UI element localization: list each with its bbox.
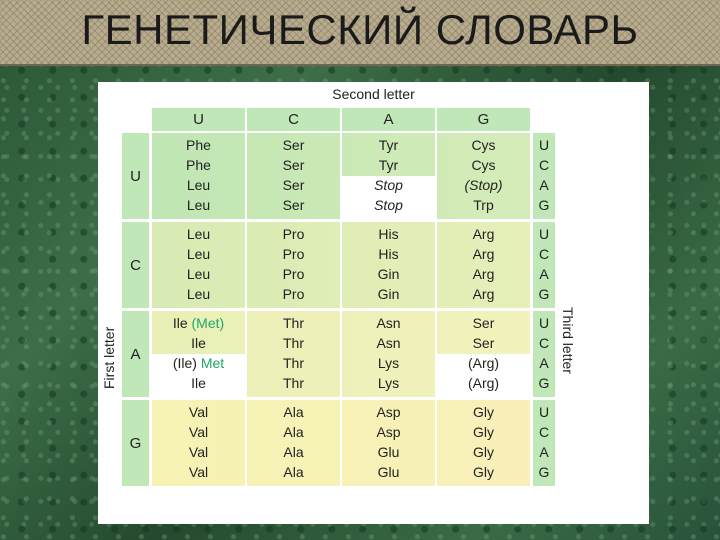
codon-agu: Ser: [472, 315, 495, 331]
codon-ugg: Trp: [473, 197, 494, 213]
row-header-g: G: [122, 400, 149, 486]
codon-aua-met: Met: [200, 355, 225, 371]
third-letter: G: [538, 197, 550, 213]
third-letter-label: [556, 307, 576, 374]
codon-uca: Ser: [282, 177, 305, 193]
third-letter: A: [539, 444, 549, 460]
third-letter: C: [538, 424, 550, 440]
first-letter-text: First letter: [101, 326, 117, 389]
col-header-u: U: [152, 108, 245, 131]
codon-ccc: Pro: [282, 246, 305, 262]
third-letter: U: [538, 226, 550, 242]
codon-gcg: Ala: [283, 464, 304, 480]
third-letter: G: [538, 286, 550, 302]
codon-gau: Asp: [376, 404, 401, 420]
codon-ucu: Ser: [282, 137, 305, 153]
row-header-u: U: [122, 133, 149, 219]
codon-aau: Asn: [376, 315, 401, 331]
codon-cau: His: [378, 226, 399, 242]
codon-auu-met: (Met): [191, 315, 225, 331]
third-letter: G: [538, 375, 550, 391]
third-letter-text: Third letter: [560, 307, 576, 374]
codon-gug: Val: [188, 464, 209, 480]
codon-gcu: Ala: [283, 404, 304, 420]
codon-aga-arg: (Arg): [467, 355, 500, 371]
codon-ggg: Gly: [473, 464, 494, 480]
codon-auu: [152, 313, 245, 333]
codon-aua-ile: (Ile): [172, 355, 197, 371]
codon-ggc: Gly: [473, 424, 494, 440]
codon-gag: Glu: [377, 464, 400, 480]
codon-uga: [437, 175, 530, 195]
third-letter: U: [538, 315, 550, 331]
slide-title: ГЕНЕТИЧЕСКИЙ СЛОВАРЬ: [81, 6, 639, 53]
codon-acc: Thr: [283, 335, 304, 351]
third-letter: C: [538, 246, 550, 262]
codon-cgu: Arg: [472, 226, 495, 242]
codon-cac: His: [378, 246, 399, 262]
codon-agc: Ser: [472, 335, 495, 351]
third-letter: C: [538, 335, 550, 351]
codon-gaa: Glu: [377, 444, 400, 460]
codon-ugc: Cys: [471, 157, 496, 173]
codon-agg: [437, 373, 530, 393]
codon-cgc: Arg: [472, 246, 495, 262]
codon-auc: Ile: [191, 335, 206, 351]
codon-cua: Leu: [186, 266, 211, 282]
first-letter-label: [101, 326, 121, 389]
col-header-c: C: [247, 108, 340, 131]
codon-uga-stop: (Stop): [464, 177, 503, 193]
codon-acg: Thr: [283, 375, 304, 391]
third-letter: A: [539, 355, 549, 371]
codon-aga: [437, 353, 530, 373]
third-letter: U: [538, 404, 550, 420]
col-header-a: A: [342, 108, 435, 131]
codon-ggu: Gly: [473, 404, 494, 420]
codon-aug: Ile: [191, 375, 206, 391]
codon-acu: Thr: [283, 315, 304, 331]
row-header-a: A: [122, 311, 149, 397]
codon-gca: Ala: [283, 444, 304, 460]
third-letter: U: [538, 137, 550, 153]
codon-ccg: Pro: [282, 286, 305, 302]
codon-ugu: Cys: [471, 137, 496, 153]
second-letter-label: Second letter: [332, 86, 415, 102]
codon-cuu: Leu: [186, 226, 211, 242]
codon-auu-ile: Ile: [172, 315, 188, 331]
codon-cga: Arg: [472, 266, 495, 282]
genetic-code-table: [98, 82, 649, 524]
codon-uuu: Phe: [186, 137, 211, 153]
third-letter: G: [538, 464, 550, 480]
codon-aua: [152, 353, 245, 373]
codon-aca: Thr: [283, 355, 304, 371]
codon-aac: Asn: [376, 335, 401, 351]
codon-uac: Tyr: [378, 157, 399, 173]
codon-cag: Gin: [377, 286, 400, 302]
codon-uag: Stop: [374, 197, 403, 213]
codon-cca: Pro: [282, 266, 305, 282]
codon-uuc: Phe: [186, 157, 211, 173]
codon-caa: Gin: [377, 266, 400, 282]
codon-ucc: Ser: [282, 157, 305, 173]
codon-cgg: Arg: [472, 286, 495, 302]
codon-uau: Tyr: [378, 137, 399, 153]
codon-gga: Gly: [473, 444, 494, 460]
third-letter: C: [538, 157, 550, 173]
third-letter: A: [539, 266, 549, 282]
codon-aaa: Lys: [377, 355, 400, 371]
codon-aag: Lys: [377, 375, 400, 391]
codon-gac: Asp: [376, 424, 401, 440]
codon-guc: Val: [188, 424, 209, 440]
codon-ccu: Pro: [282, 226, 305, 242]
codon-cug: Leu: [186, 286, 211, 302]
codon-gua: Val: [188, 444, 209, 460]
codon-gcc: Ala: [283, 424, 304, 440]
codon-agg-arg: (Arg): [467, 375, 500, 391]
third-letter: A: [539, 177, 549, 193]
col-header-g: G: [437, 108, 530, 131]
codon-cuc: Leu: [186, 246, 211, 262]
row-header-c: C: [122, 222, 149, 308]
title-bar: [0, 0, 720, 66]
codon-guu: Val: [188, 404, 209, 420]
codon-uug: Leu: [186, 197, 211, 213]
codon-uua: Leu: [186, 177, 211, 193]
codon-uaa: Stop: [374, 177, 403, 193]
codon-ucg: Ser: [282, 197, 305, 213]
